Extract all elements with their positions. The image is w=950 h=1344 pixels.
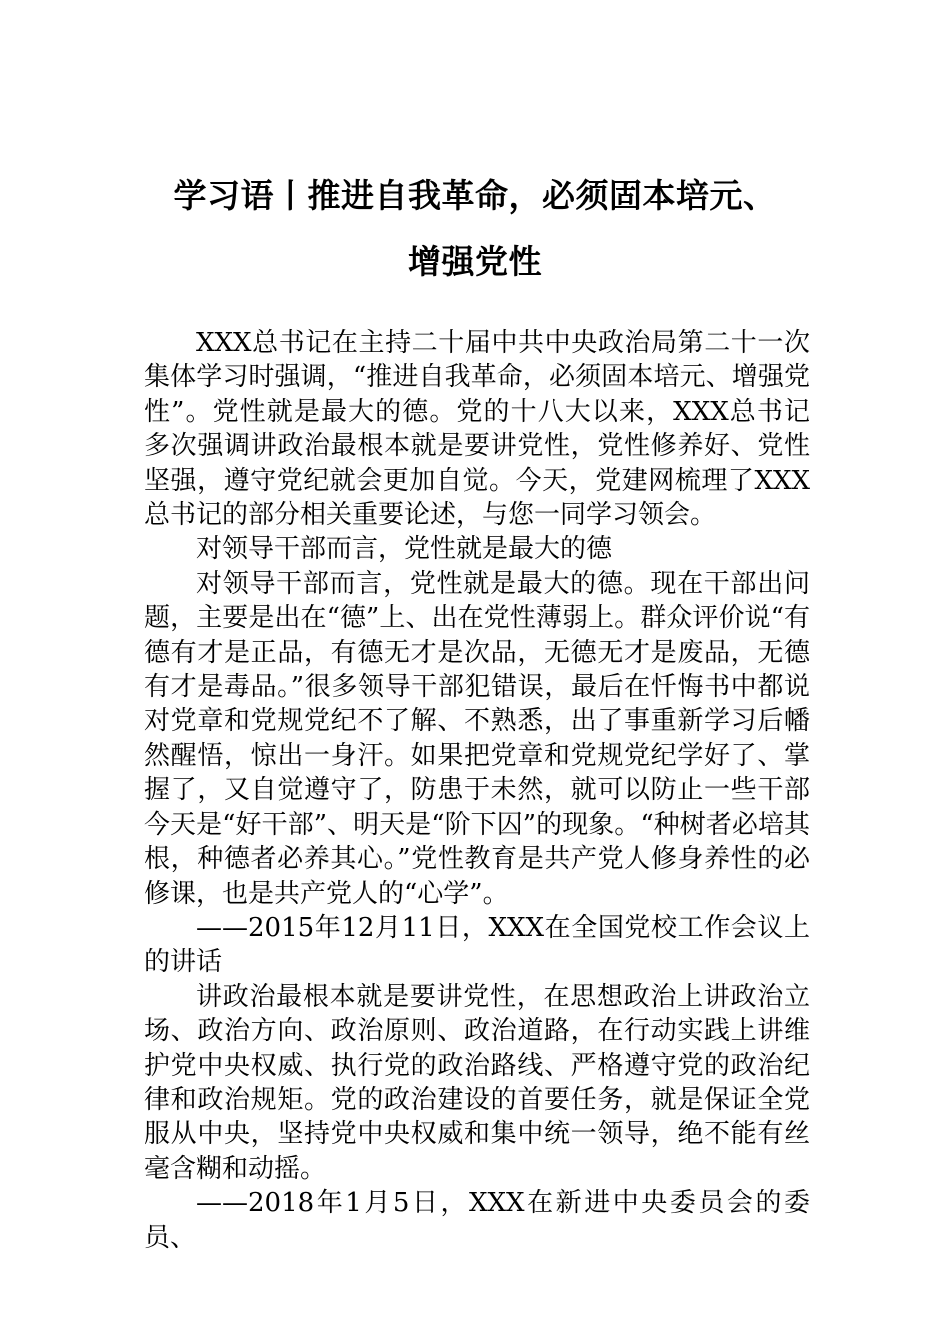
- quote-paragraph: 讲政治最根本就是要讲党性，在思想政治上讲政治立场、政治方向、政治原则、政治道路，在行动实践上讲维护党中央权威、执行党的政治路线、严格遵守党的政治纪律和政治规矩。党的政治建设的首要任务，就是保证全党服从中央，坚持党中央权威和集中统一领导，绝不能有丝毫含糊和动摇。: [144, 981, 810, 1184]
- source-citation: ——2018年1月5日，XXX在新进中央委员会的委员、: [144, 1188, 810, 1253]
- document-title-line-2: 增强党性: [408, 242, 542, 281]
- section-subheading: 对领导干部而言，党性就是最大的德: [196, 534, 613, 565]
- document-title-line-1: 学习语丨推进自我革命，必须固本培元、: [173, 176, 777, 215]
- intro-paragraph: XXX总书记在主持二十届中共中央政治局第二十一次集体学习时强调，“推进自我革命，必须固本培元、增强党性”。党性就是最大的德。党的十八大以来，XXX总书记多次强调讲政治最根本就是要讲党性，党性修养好、党性坚强，遵守党纪就会更加自觉。今天，党建网梳理了XXX总书记的部分相关重要论述，与您一同学习领会。: [144, 328, 810, 531]
- source-citation: ——2015年12月11日，XXX在全国党校工作会议上的讲话: [144, 912, 810, 978]
- document-body: [144, 326, 810, 1255]
- quote-paragraph: 对领导干部而言，党性就是最大的德。现在干部出问题，主要是出在“德”上、出在党性薄弱上。群众评价说“有德有才是正品，有德无才是次品，无德无才是废品，无德有才是毒品。”很多领导干部犯错误，最后在忏悔书中都说对党章和党规党纪不了解、不熟悉，出了事重新学习后幡然醒悟，惊出一身汗。如果把党章和党规党纪学好了、掌握了，又自觉遵守了，防患于未然，就可以防止一些干部今天是“好干部”、明天是“阶下囚”的现象。“种树者必培其根，种德者必养其心。”党性教育是共产党人修身养性的必修课，也是共产党人的“心学”。: [144, 568, 810, 909]
